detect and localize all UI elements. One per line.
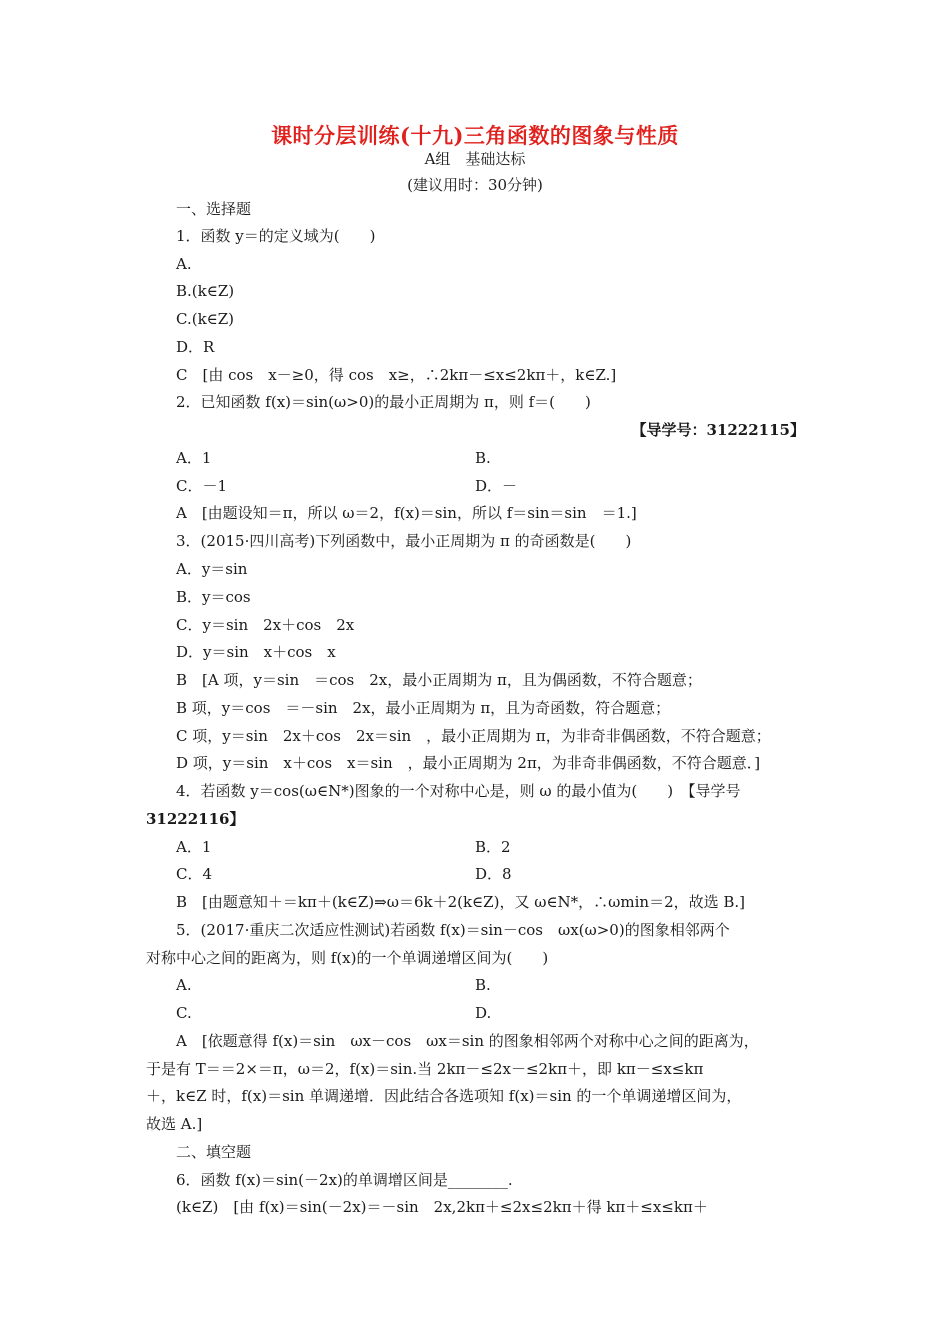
q3-option-d: D．y＝sin x＋cos x	[176, 643, 336, 661]
group-label: A组 基础达标	[424, 150, 526, 168]
q5-answer-line-4: 故选 A.]	[146, 1115, 203, 1133]
q4-stem-line-2: 31222116】	[146, 810, 245, 828]
q5-stem-line-1: 5．(2017·重庆二次适应性测试)若函数 f(x)＝sin－cos ωx(ω>0)的图象相邻两个	[176, 921, 730, 939]
q5-answer-line-3: ＋，k∈Z 时，f(x)＝sin 单调递增．因此结合各选项知 f(x)＝sin 的一个单调递增区间为，	[146, 1087, 742, 1105]
q3-answer-line-4: D 项，y＝sin x＋cos x＝sin ，最小正周期为 2π，为非奇非偶函数，不符合题意．]	[176, 754, 761, 772]
q5-stem-line-2: 对称中心之间的距离为，则 f(x)的一个单调递增区间为( )	[146, 949, 549, 967]
q3-answer-line-3: C 项，y＝sin 2x＋cos 2x＝sin ，最小正周期为 π，为非奇非偶函数，不符合题意；	[176, 727, 771, 745]
q2-option-c: C．－1	[176, 477, 228, 495]
q5-answer-line-1: A [依题意得 f(x)＝sin ωx－cos ωx＝sin 的图象相邻两个对称中心之间的距离为，	[176, 1032, 759, 1050]
q4-option-c: C．4	[176, 865, 213, 883]
q4-option-a: A．1	[176, 838, 212, 856]
q1-stem: 1．函数 y＝的定义域为( )	[176, 227, 376, 245]
q3-answer-line-2: B 项，y＝cos ＝－sin 2x，最小正周期为 π，且为奇函数，符合题意；	[176, 699, 671, 717]
q5-option-c: C.	[176, 1004, 192, 1022]
q1-answer: C [由 cos x－≥0，得 cos x≥，∴2kπ－≤x≤2kπ＋，k∈Z.]	[176, 366, 617, 384]
q4-option-d: D．8	[475, 865, 512, 883]
q3-option-c: C．y＝sin 2x＋cos 2x	[176, 616, 355, 634]
q1-option-d: D．R	[176, 338, 215, 356]
q4-stem-line-1: 4．若函数 y＝cos(ω∈N*)图象的一个对称中心是，则 ω 的最小值为( ) 【导学号	[176, 782, 741, 800]
section-fill-in: 二、填空题	[176, 1143, 252, 1161]
q4-option-b: B．2	[475, 838, 511, 856]
q1-option-c: C.(k∈Z)	[176, 310, 235, 328]
q2-option-d: D．－	[475, 477, 518, 495]
q6-stem: 6．函数 f(x)＝sin(－2x)的单调增区间是________.	[176, 1171, 513, 1189]
q6-answer: (k∈Z) [由 f(x)＝sin(－2x)＝－sin 2x,2kπ＋≤2x≤2kπ＋得 kπ＋≤x≤kπ＋	[176, 1198, 708, 1216]
q2-option-a: A．1	[176, 449, 212, 467]
q5-answer-line-2: 于是有 T＝＝2×＝π，ω＝2，f(x)＝sin.当 2kπ－≤2x－≤2kπ＋，即 kπ－≤x≤kπ	[146, 1060, 704, 1078]
q3-stem: 3．(2015·四川高考)下列函数中，最小正周期为 π 的奇函数是( )	[176, 532, 632, 550]
q5-option-d: D.	[475, 1004, 492, 1022]
suggested-time: (建议用时：30分钟)	[407, 176, 543, 194]
q3-answer-line-1: B [A 项，y＝sin ＝cos 2x，最小正周期为 π，且为偶函数，不符合题意；	[176, 671, 702, 689]
q2-reference: 【导学号：31222115】	[631, 421, 805, 439]
q2-answer: A [由题设知＝π，所以 ω＝2，f(x)＝sin，所以 f＝sin＝sin ＝1.]	[176, 504, 637, 522]
q1-option-a: A.	[176, 255, 192, 273]
section-choice: 一、选择题	[176, 200, 252, 218]
q2-stem: 2．已知函数 f(x)＝sin(ω>0)的最小正周期为 π，则 f＝( )	[176, 393, 591, 411]
q5-option-a: A.	[176, 976, 192, 994]
q4-answer: B [由题意知＋＝kπ＋(k∈Z)⇒ω＝6k＋2(k∈Z)，又 ω∈N*，∴ωmin＝2，故选 B.]	[176, 893, 746, 911]
q2-option-b: B.	[475, 449, 491, 467]
q3-option-a: A．y＝sin	[176, 560, 248, 578]
q1-option-b: B.(k∈Z)	[176, 282, 235, 300]
page-title: 课时分层训练(十九)三角函数的图象与性质	[271, 123, 679, 148]
q5-option-b: B.	[475, 976, 491, 994]
q3-option-b: B．y＝cos	[176, 588, 251, 606]
